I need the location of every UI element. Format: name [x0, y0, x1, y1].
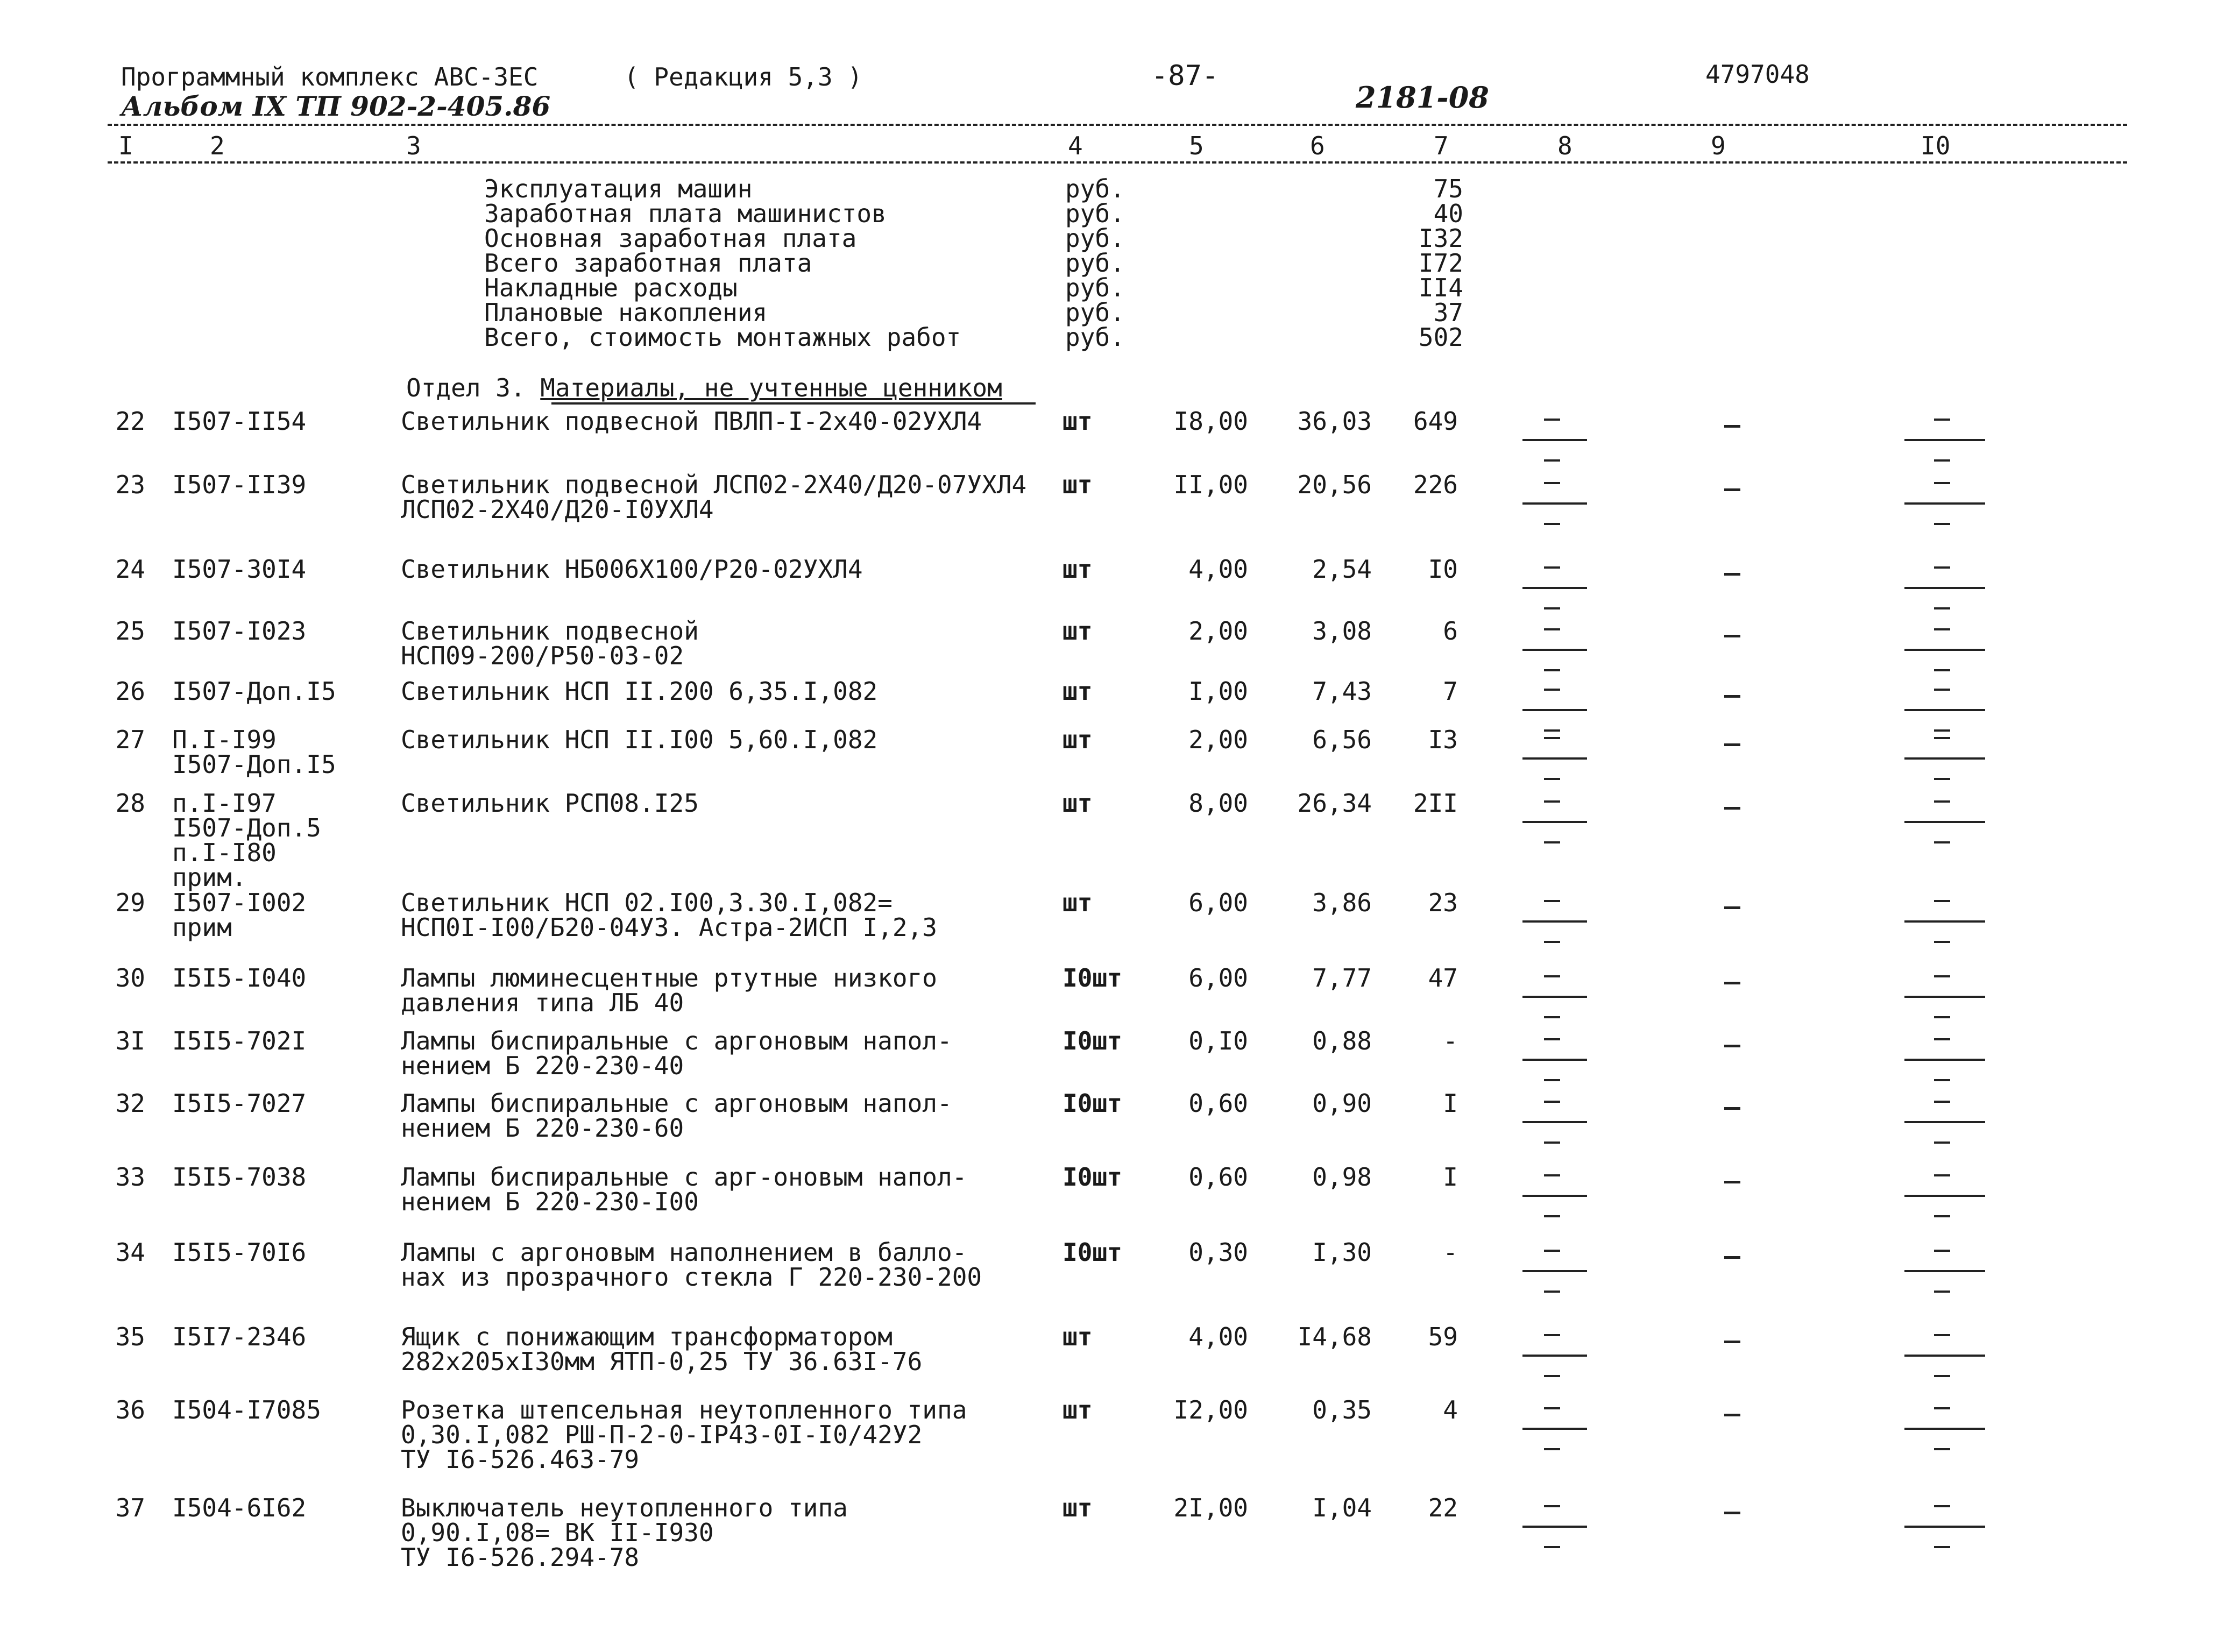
ditto-mark [1522, 1038, 1619, 1103]
row-total: - [1443, 1238, 1458, 1267]
edition-label: ( Редакция 5,3 ) [624, 62, 863, 91]
ditto-mark [1904, 1407, 2001, 1472]
ditto-mark [1904, 900, 2001, 965]
empty-dash [1724, 488, 1740, 491]
row-total: - [1443, 1026, 1458, 1055]
empty-dash [1724, 1107, 1740, 1110]
empty-dash [1724, 1045, 1740, 1047]
row-price: 0,88 [1312, 1026, 1372, 1055]
doc-code: 2181-08 [1356, 80, 1489, 115]
row-name: Лампы с аргоновым наполнением в балло- нах из прозрачного стекла Г 220-230-200 [401, 1238, 982, 1292]
row-qty: I2,00 [1173, 1395, 1248, 1424]
empty-dash [1724, 425, 1740, 428]
row-code: I507-I002 прим [172, 888, 307, 942]
ditto-mark [1904, 737, 2001, 802]
row-number: 33 [115, 1162, 145, 1192]
row-total: 2II [1413, 789, 1458, 818]
row-code: I504-6I62 [172, 1493, 307, 1522]
row-code: I507-I023 [172, 616, 307, 646]
row-unit: шт [1063, 789, 1093, 818]
empty-dash [1724, 1341, 1740, 1343]
ditto-mark [1522, 628, 1619, 693]
row-code: I504-I7085 [172, 1395, 321, 1424]
ditto-mark [1522, 482, 1619, 547]
ditto-mark [1522, 737, 1619, 802]
row-code: П.I-I99 I507-Доп.I5 [172, 725, 336, 779]
col-header-3: 3 [406, 131, 421, 160]
row-qty: 8,00 [1188, 789, 1248, 818]
row-qty: I8,00 [1173, 407, 1248, 436]
row-code: I5I7-2346 [172, 1322, 307, 1351]
page-number: -87- [1151, 60, 1219, 92]
ditto-mark [1522, 800, 1619, 865]
ditto-mark [1904, 1505, 2001, 1570]
row-total: I3 [1428, 725, 1458, 754]
summary-value: II4 [1418, 273, 1463, 302]
row-number: 28 [115, 789, 145, 818]
col-header-2: 2 [210, 131, 225, 160]
row-total: 59 [1428, 1322, 1458, 1351]
summary-label: Плановые накопления [484, 298, 768, 327]
row-number: 26 [115, 677, 145, 706]
row-price: 3,86 [1312, 888, 1372, 917]
row-unit: шт [1063, 470, 1093, 499]
row-qty: 4,00 [1188, 555, 1248, 584]
row-code: I5I5-7027 [172, 1089, 307, 1118]
col-header-4: 4 [1068, 131, 1083, 160]
summary-value: 40 [1433, 199, 1463, 228]
row-code: I507-Доп.I5 [172, 677, 336, 706]
row-total: 4 [1443, 1395, 1458, 1424]
document-number: 4797048 [1705, 60, 1810, 89]
row-name: Лампы люминесцентные ртутные низкого давления типа ЛБ 40 [401, 963, 937, 1017]
ditto-mark [1904, 1250, 2001, 1314]
row-number: 25 [115, 616, 145, 646]
empty-dash [1724, 635, 1740, 637]
ditto-mark [1904, 419, 2001, 483]
empty-dash [1724, 906, 1740, 909]
col-header-6: 6 [1310, 131, 1325, 160]
row-unit: шт [1063, 407, 1093, 436]
row-code: I5I5-7038 [172, 1162, 307, 1192]
row-code: I5I5-70I6 [172, 1238, 307, 1267]
album-label: Альбом IX ТП 902-2-405.86 [121, 90, 551, 122]
row-price: I,04 [1312, 1493, 1372, 1522]
summary-value: 75 [1433, 174, 1463, 203]
ditto-mark [1522, 900, 1619, 965]
summary-value: I72 [1418, 249, 1463, 278]
ditto-mark [1522, 1250, 1619, 1314]
row-number: 27 [115, 725, 145, 754]
row-name: Светильник РСП08.I25 [401, 789, 699, 818]
row-unit: шт [1063, 1395, 1093, 1424]
row-total: 47 [1428, 963, 1458, 992]
row-qty: 0,I0 [1188, 1026, 1248, 1055]
row-price: 20,56 [1297, 470, 1372, 499]
row-name: Розетка штепсельная неутопленного типа 0,30.I,082 РШ-П-2-0-IР43-0I-I0/42У2 ТУ I6-526.463-79 [401, 1395, 967, 1474]
ditto-mark [1522, 975, 1619, 1040]
row-number: 32 [115, 1089, 145, 1118]
ditto-mark [1904, 566, 2001, 631]
summary-label: Всего заработная плата [484, 249, 812, 278]
row-name: Лампы биспиральные с арг-оновым напол- нением Б 220-230-I00 [401, 1162, 967, 1216]
summary-unit: руб. [1065, 273, 1125, 302]
ditto-mark [1522, 566, 1619, 631]
ditto-mark [1522, 1505, 1619, 1570]
empty-dash [1724, 695, 1740, 698]
row-price: 7,77 [1312, 963, 1372, 992]
row-code: I5I5-702I [172, 1026, 307, 1055]
row-qty: I,00 [1188, 677, 1248, 706]
row-code: I507-II39 [172, 470, 307, 499]
row-name: Лампы биспиральные с аргоновым напол- нением Б 220-230-40 [401, 1026, 952, 1080]
ditto-mark [1904, 628, 2001, 693]
summary-unit: руб. [1065, 199, 1125, 228]
row-number: 34 [115, 1238, 145, 1267]
row-name: Светильник НБ006Х100/Р20-02УХЛ4 [401, 555, 863, 584]
empty-dash [1724, 743, 1740, 746]
row-price: 36,03 [1297, 407, 1372, 436]
row-unit: шт [1063, 1322, 1093, 1351]
section-prefix: Отдел 3. [406, 373, 526, 402]
row-qty: 0,60 [1188, 1089, 1248, 1118]
row-name: Светильник подвесной ПВЛП-I-2х40-02УХЛ4 [401, 407, 982, 436]
row-number: 35 [115, 1322, 145, 1351]
row-total: 22 [1428, 1493, 1458, 1522]
row-number: 37 [115, 1493, 145, 1522]
row-price: 2,54 [1312, 555, 1372, 584]
row-code: п.I-I97 I507-Доп.5 п.I-I80 прим. [172, 789, 321, 892]
row-unit: шт [1063, 1493, 1093, 1522]
summary-unit: руб. [1065, 298, 1125, 327]
row-unit: I0шт [1063, 963, 1122, 992]
ditto-mark [1522, 1174, 1619, 1239]
row-qty: 2,00 [1188, 616, 1248, 646]
summary-label: Основная заработная плата [484, 224, 857, 253]
col-header-10: I0 [1921, 131, 1951, 160]
row-unit: I0шт [1063, 1162, 1122, 1192]
row-total: 6 [1443, 616, 1458, 646]
row-price: 3,08 [1312, 616, 1372, 646]
row-qty: 6,00 [1188, 963, 1248, 992]
row-qty: 2I,00 [1173, 1493, 1248, 1522]
section-name: Материалы, не учтенные ценником [540, 373, 1002, 402]
row-number: 36 [115, 1395, 145, 1424]
row-total: I0 [1428, 555, 1458, 584]
row-qty: 0,30 [1188, 1238, 1248, 1267]
summary-label: Всего, стоимость монтажных работ [484, 323, 961, 352]
row-unit: шт [1063, 888, 1093, 917]
row-unit: шт [1063, 616, 1093, 646]
row-name: Светильник подвесной НСП09-200/Р50-03-02 [401, 616, 699, 670]
col-header-8: 8 [1557, 131, 1573, 160]
row-total: 226 [1413, 470, 1458, 499]
row-number: 24 [115, 555, 145, 584]
empty-dash [1724, 1512, 1740, 1514]
ditto-mark [1904, 482, 2001, 547]
row-total: I [1443, 1089, 1458, 1118]
ditto-mark [1522, 1334, 1619, 1399]
ditto-mark [1904, 1174, 2001, 1239]
summary-label: Накладные расходы [484, 273, 738, 302]
row-code: I507-30I4 [172, 555, 307, 584]
row-price: 0,35 [1312, 1395, 1372, 1424]
row-qty: 4,00 [1188, 1322, 1248, 1351]
empty-dash [1724, 1181, 1740, 1183]
summary-value: 37 [1433, 298, 1463, 327]
summary-unit: руб. [1065, 323, 1125, 352]
row-total: 7 [1443, 677, 1458, 706]
section-title [406, 375, 1002, 400]
col-header-7: 7 [1434, 131, 1449, 160]
ditto-mark [1904, 975, 2001, 1040]
ditto-mark [1904, 1334, 2001, 1399]
row-name: Светильник НСП II.200 6,35.I,082 [401, 677, 878, 706]
summary-value: I32 [1418, 224, 1463, 253]
row-price: I,30 [1312, 1238, 1372, 1267]
row-unit: I0шт [1063, 1089, 1122, 1118]
ditto-mark [1904, 800, 2001, 865]
summary-label: Заработная плата машинистов [484, 199, 887, 228]
row-number: 23 [115, 470, 145, 499]
row-qty: 6,00 [1188, 888, 1248, 917]
row-total: 649 [1413, 407, 1458, 436]
empty-dash [1724, 982, 1740, 984]
row-price: 0,98 [1312, 1162, 1372, 1192]
row-name: Ящик с понижающим трансформатором 282х205хI30мм ЯТП-0,25 ТУ 36.63I-76 [401, 1322, 923, 1376]
summary-label: Эксплуатация машин [484, 174, 753, 203]
ditto-mark [1904, 1038, 2001, 1103]
row-code: I507-II54 [172, 407, 307, 436]
row-unit: шт [1063, 677, 1093, 706]
empty-dash [1724, 1414, 1740, 1416]
row-qty: 2,00 [1188, 725, 1248, 754]
row-number: 30 [115, 963, 145, 992]
row-name: Светильник НСП II.I00 5,60.I,082 [401, 725, 878, 754]
row-price: 0,90 [1312, 1089, 1372, 1118]
row-price: 7,43 [1312, 677, 1372, 706]
row-total: 23 [1428, 888, 1458, 917]
row-unit: I0шт [1063, 1026, 1122, 1055]
row-name: Светильник НСП 02.I00,3.30.I,082= НСП0I-I00/Б20-04У3. Астра-2ИСП I,2,3 [401, 888, 937, 942]
row-qty: 0,60 [1188, 1162, 1248, 1192]
row-unit: шт [1063, 725, 1093, 754]
empty-dash [1724, 1256, 1740, 1259]
row-total: I [1443, 1162, 1458, 1192]
row-number: 29 [115, 888, 145, 917]
section-underline [551, 402, 1036, 405]
ditto-mark [1522, 1407, 1619, 1472]
row-number: 3I [115, 1026, 145, 1055]
header-bottom-rule [108, 161, 2127, 164]
row-unit: шт [1063, 555, 1093, 584]
ditto-mark [1522, 1101, 1619, 1165]
row-name: Лампы биспиральные с аргоновым напол- нением Б 220-230-60 [401, 1089, 952, 1143]
row-code: I5I5-I040 [172, 963, 307, 992]
row-name: Светильник подвесной ЛСП02-2Х40/Д20-07УХЛ4 ЛСП02-2Х40/Д20-I0УХЛ4 [401, 470, 1027, 524]
row-price: 6,56 [1312, 725, 1372, 754]
col-header-1: I [118, 131, 133, 160]
col-header-5: 5 [1189, 131, 1204, 160]
row-price: I4,68 [1297, 1322, 1372, 1351]
program-title: Программный комплекс АВС-3ЕС [121, 62, 539, 91]
row-number: 22 [115, 407, 145, 436]
summary-value: 502 [1418, 323, 1463, 352]
summary-unit: руб. [1065, 224, 1125, 253]
empty-dash [1724, 573, 1740, 576]
row-price: 26,34 [1297, 789, 1372, 818]
summary-unit: руб. [1065, 174, 1125, 203]
header-top-rule [108, 124, 2127, 126]
ditto-mark [1522, 419, 1619, 483]
row-name: Выключатель неутопленного типа 0,90.I,08= ВК II-I930 ТУ I6-526.294-78 [401, 1493, 848, 1572]
summary-unit: руб. [1065, 249, 1125, 278]
ditto-mark [1904, 1101, 2001, 1165]
empty-dash [1724, 807, 1740, 810]
row-qty: II,00 [1173, 470, 1248, 499]
col-header-9: 9 [1711, 131, 1726, 160]
row-unit: I0шт [1063, 1238, 1122, 1267]
